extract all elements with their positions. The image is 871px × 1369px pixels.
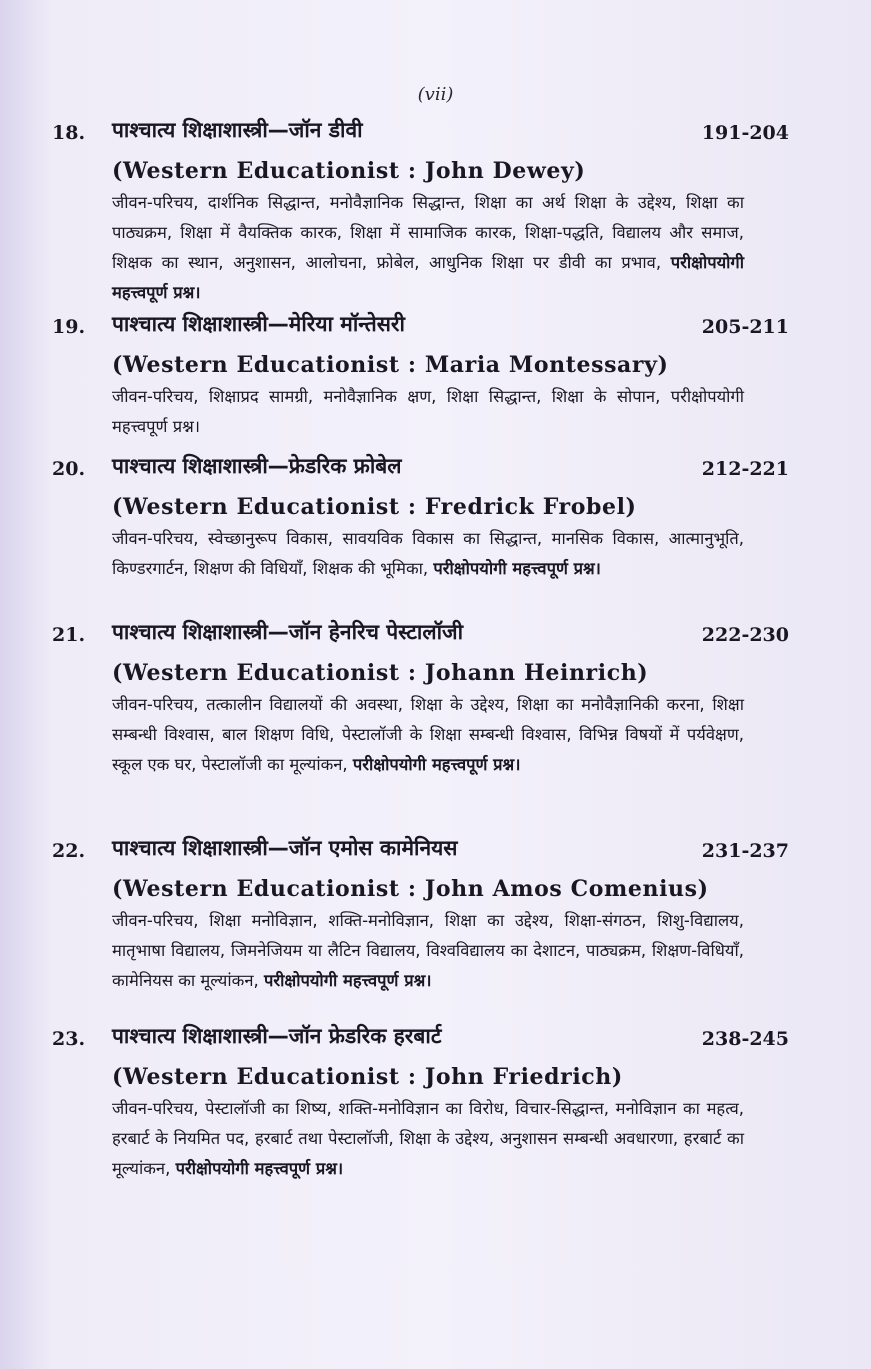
entry-title-english: (Western Educationist : John Dewey) (112, 158, 586, 184)
entry-number: 22. (52, 840, 86, 862)
entry-title-hindi: पाश्चात्य शिक्षाशास्त्री—जॉन हेनरिच पेस्टालॉजी (112, 620, 464, 644)
toc-entry (0, 310, 871, 442)
entry-number: 19. (52, 316, 86, 338)
entry-description: जीवन-परिचय, शिक्षाप्रद सामग्री, मनोवैज्ञानिक क्षण, शिक्षा सिद्धान्त, शिक्षा के सोपान, परीक्षोपयोगी महत्त्वपूर्ण प्रश्न। (112, 387, 744, 436)
entry-title-hindi: पाश्चात्य शिक्षाशास्त्री—जॉन एमोस कामेनियस (112, 836, 458, 860)
entry-description: जीवन-परिचय, स्वेच्छानुरूप विकास, सावयविक विकास का सिद्धान्त, मानसिक विकास, आत्मानुभूति, किण्डरगार्टन, शिक्षण की विधियाँ, शिक्षक की भूमिका, परीक्षोपयोगी महत्त्वपूर्ण प्रश्न। (112, 529, 744, 578)
entry-page-range: 212-221 (701, 458, 789, 480)
entry-title-english: (Western Educationist : John Amos Comenius) (112, 876, 709, 902)
toc-entry (0, 618, 871, 780)
entry-number: 20. (52, 458, 86, 480)
entry-description: जीवन-परिचय, पेस्टालॉजी का शिष्य, शक्ति-मनोविज्ञान का विरोध, विचार-सिद्धान्त, मनोविज्ञान का महत्व, हरबार्ट के नियमित पद, हरबार्ट तथा पेस्टालॉजी, शिक्षा के उद्देश्य, अनुशासन सम्बन्धी अवधारणा, हरबार्ट का मूल्यांकन, परीक्षोपयोगी महत्त्वपूर्ण प्रश्न। (112, 1099, 744, 1178)
entry-page-range: 205-211 (701, 316, 789, 338)
entry-title-english: (Western Educationist : Maria Montessary) (112, 352, 669, 378)
entry-title-hindi: पाश्चात्य शिक्षाशास्त्री—जॉन फ्रेडरिक हरबार्ट (112, 1024, 442, 1048)
entry-number: 23. (52, 1028, 86, 1050)
page-number: (vii) (417, 84, 454, 105)
entry-page-range: 222-230 (701, 624, 789, 646)
toc-entry (0, 1022, 871, 1184)
entry-description: जीवन-परिचय, तत्कालीन विद्यालयों की अवस्था, शिक्षा के उद्देश्य, शिक्षा का मनोवैज्ञानिकी करना, शिक्षा सम्बन्धी विश्वास, बाल शिक्षण विधि, पेस्टालॉजी के शिक्षा सम्बन्धी विश्वास, विभिन्न विषयों में पर्यवेक्षण, स्कूल एक घर, पेस्टालॉजी का मूल्यांकन, परीक्षोपयोगी महत्त्वपूर्ण प्रश्न। (112, 695, 744, 774)
entry-title-english: (Western Educationist : John Friedrich) (112, 1064, 623, 1090)
entry-title-english: (Western Educationist : Fredrick Frobel) (112, 494, 637, 520)
entry-title-hindi: पाश्चात्य शिक्षाशास्त्री—मेरिया मॉन्तेसरी (112, 312, 405, 336)
entry-title-hindi: पाश्चात्य शिक्षाशास्त्री—जॉन डीवी (112, 118, 363, 142)
toc-entry (0, 834, 871, 996)
entry-page-range: 231-237 (701, 840, 789, 862)
entry-number: 21. (52, 624, 86, 646)
toc-entry (0, 452, 871, 584)
entry-number: 18. (52, 122, 86, 144)
toc-entry (0, 116, 871, 308)
entry-page-range: 191-204 (701, 122, 789, 144)
entry-page-range: 238-245 (701, 1028, 789, 1050)
entry-title-hindi: पाश्चात्य शिक्षाशास्त्री—फ्रेडरिक फ्रोबेल (112, 454, 402, 478)
entry-description: जीवन-परिचय, दार्शनिक सिद्धान्त, मनोवैज्ञानिक सिद्धान्त, शिक्षा का अर्थ शिक्षा के उद्देश्य, शिक्षा का पाठ्यक्रम, शिक्षा में वैयक्तिक कारक, शिक्षा में सामाजिक कारक, शिक्षा-पद्धति, विद्यालय और समाज, शिक्षक का स्थान, अनुशासन, आलोचना, फ्रोबेल, आधुनिक शिक्षा पर डीवी का प्रभाव, परीक्षोपयोगी महत्त्वपूर्ण प्रश्न। (112, 193, 744, 302)
entry-title-english: (Western Educationist : Johann Heinrich) (112, 660, 649, 686)
entry-description: जीवन-परिचय, शिक्षा मनोविज्ञान, शक्ति-मनोविज्ञान, शिक्षा का उद्देश्य, शिक्षा-संगठन, शिशु-विद्यालय, मातृभाषा विद्यालय, जिमनेजियम या लैटिन विद्यालय, विश्वविद्यालय का देशाटन, पाठ्यक्रम, शिक्षण-विधियाँ, कामेनियस का मूल्यांकन, परीक्षोपयोगी महत्त्वपूर्ण प्रश्न। (112, 911, 744, 990)
